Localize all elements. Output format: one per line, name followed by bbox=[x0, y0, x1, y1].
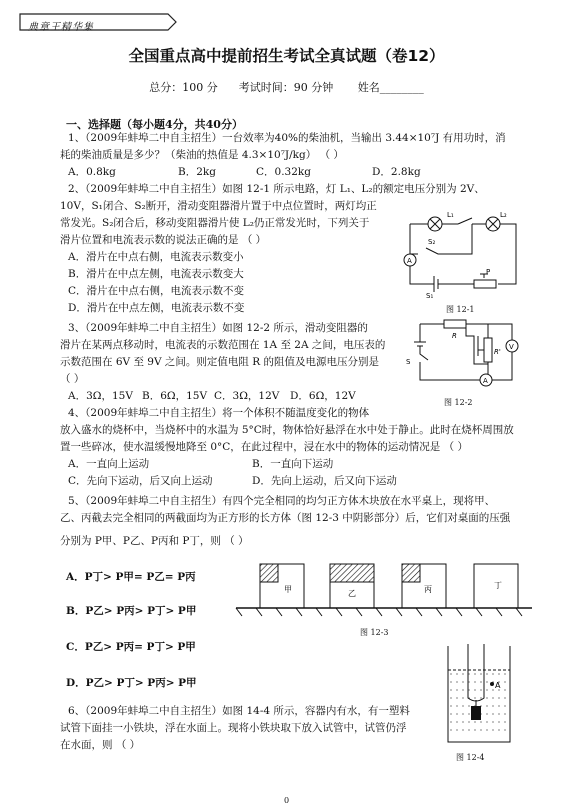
fig1-label-s1: S₁ bbox=[426, 292, 434, 300]
figure-12-4-caption: 图 12-4 bbox=[456, 753, 485, 762]
fig2-label-s: S bbox=[406, 358, 411, 366]
fig1-label-l2: L₂ bbox=[500, 211, 507, 219]
name-blank[interactable]: ________ bbox=[379, 81, 424, 94]
q3-option-d[interactable]: D．6Ω，12V bbox=[290, 390, 356, 402]
q3-line-4: （ ） bbox=[60, 373, 85, 385]
q5-option-d[interactable]: D．P乙> P丁> P丙> P甲 bbox=[66, 677, 197, 689]
fig2-label-r: R bbox=[452, 332, 457, 340]
q1-option-a[interactable]: A．0.8kg bbox=[68, 166, 116, 178]
q4-line-2: 放入盛水的烧杯中，当烧杯中的水温为 5°C时，物体恰好悬浮在水中处于静止。此时在烧杯周围放 bbox=[60, 424, 514, 436]
q2-option-c[interactable]: C．滑片在中点右侧，电流表示数不变 bbox=[68, 285, 245, 297]
q5-line-2: 乙、丙截去完全相同的两截面均为正方形的长方体（图 12-3 中阴影部分）后，它们对桌面的压强 bbox=[60, 512, 511, 524]
figure-12-1-circuit bbox=[398, 208, 526, 300]
q2-line-4: 滑片位置和电流表示数的说法正确的是 （ ） bbox=[60, 234, 267, 246]
figure-12-3-blocks bbox=[234, 552, 534, 620]
q2-option-d[interactable]: D．滑片在中点左侧，电流表示数不变 bbox=[68, 302, 245, 314]
q2-line-1: 2、（2009年蚌埠二中自主招生）如图 12-1 所示电路，灯 L₁、L₂的额定电压分别为 2V、 bbox=[68, 183, 485, 195]
fig1-label-l1: L₁ bbox=[447, 211, 454, 219]
header-banner-text: 典章王精华集 bbox=[28, 22, 94, 33]
q6-line-2: 试管下面挂一小铁块，浮在水面上。现将小铁块取下放入试管中，试管仍浮 bbox=[60, 722, 407, 734]
q5-option-b[interactable]: B．P乙> P丙> P丁> P甲 bbox=[66, 605, 197, 617]
q2-line-3: 常发光。S₂闭合后，移动变阻器滑片使 L₂仍正常发光时，下列关于 bbox=[60, 217, 370, 229]
q3-line-2: 滑片在某两点移动时，电流表的示数范围在 1A 至 2A 之间，电压表的 bbox=[60, 339, 386, 351]
fig2-label-v: V bbox=[509, 343, 514, 351]
q1-option-c[interactable]: C．0.32kg bbox=[256, 166, 311, 178]
q5-option-c[interactable]: C．P乙> P丙= P丁> P甲 bbox=[66, 641, 196, 653]
q1-option-d[interactable]: D．2.8kg bbox=[372, 166, 421, 178]
exam-info bbox=[0, 79, 573, 95]
page-title: 全国重点高中提前招生考试全真试题（卷12） bbox=[128, 47, 445, 65]
fig1-label-a: A bbox=[407, 257, 412, 265]
q3-line-1: 3、（2009年蚌埠二中自主招生）如图 12-2 所示，滑动变阻器的 bbox=[68, 322, 368, 334]
q1-line-1: 1、（2009年蚌埠二中自主招生）一台效率为40%的柴油机，当输出 3.44×10⁷J 有用功时，消 bbox=[68, 132, 506, 144]
q3-line-3: 示数范围在 6V 至 9V 之间。则定值电阻 R 的阻值及电源电压分别是 bbox=[60, 356, 379, 368]
fig3-label-jia: 甲 bbox=[284, 585, 292, 594]
figure-12-2-caption: 图 12-2 bbox=[444, 398, 473, 407]
q2-line-2: 10V，S₁闭合、S₂断开，滑动变阻器滑片置于中点位置时，两灯均正 bbox=[60, 200, 377, 212]
figure-12-4-container bbox=[444, 642, 514, 748]
q4-option-a[interactable]: A．一直向上运动 bbox=[68, 458, 150, 470]
q4-option-d[interactable]: D．先向上运动，后又向下运动 bbox=[252, 475, 397, 487]
q5-option-a[interactable]: A．P丁> P甲= P乙= P丙 bbox=[66, 571, 196, 583]
fig3-label-yi: 乙 bbox=[348, 589, 356, 598]
q2-option-a[interactable]: A．滑片在中点右侧，电流表示数变小 bbox=[68, 251, 244, 263]
fig1-label-p: P bbox=[486, 268, 491, 276]
q3-option-a[interactable]: A．3Ω，15V bbox=[68, 390, 133, 402]
fig2-label-rp: R' bbox=[494, 348, 501, 356]
q2-option-b[interactable]: B．滑片在中点左侧，电流表示数变大 bbox=[68, 268, 244, 280]
figure-12-3-caption: 图 12-3 bbox=[360, 628, 389, 637]
iron-block bbox=[471, 706, 481, 720]
fig2-label-a: A bbox=[483, 377, 488, 385]
figure-12-1-caption: 图 12-1 bbox=[446, 305, 475, 314]
q3-option-b[interactable]: B．6Ω，15V bbox=[142, 390, 208, 402]
figure-12-2-circuit bbox=[400, 316, 526, 394]
fig3-label-bing: 丙 bbox=[424, 585, 432, 594]
q3-option-c[interactable]: C．3Ω，12V bbox=[214, 390, 280, 402]
fig4-label-a: A bbox=[495, 681, 501, 690]
exam-time: 考试时间：90 分钟 bbox=[238, 81, 334, 94]
q4-option-b[interactable]: B．一直向下运动 bbox=[252, 458, 334, 470]
q4-option-c[interactable]: C．先向下运动，后又向上运动 bbox=[68, 475, 213, 487]
q1-line-2: 耗的柴油质量是多少？（柴油的热值是 4.3×10⁷J/kg） （ ） bbox=[60, 149, 344, 161]
q4-line-3: 置一些碎冰，使水温缓慢地降至 0°C，在此过程中，浸在水中的物体的运动情况是 （ ） bbox=[60, 441, 468, 453]
name-label: 姓名 bbox=[357, 81, 380, 94]
q6-line-3: 在水面，则 （ ） bbox=[60, 739, 141, 751]
q1-option-b[interactable]: B．2kg bbox=[178, 166, 216, 178]
fig1-label-s2: S₂ bbox=[428, 238, 436, 246]
q5-line-1: 5、（2009年蚌埠二中自主招生）有四个完全相同的均匀正方体木块放在水平桌上，现将甲、 bbox=[68, 495, 496, 507]
q5-line-3: 分别为 P甲、P乙、P丙和 P丁，则 （ ） bbox=[60, 535, 249, 547]
q6-line-1: 6、（2009年蚌埠二中自主招生）如图 14-4 所示，容器内有水，有一塑料 bbox=[68, 705, 410, 717]
fig3-label-ding: 丁 bbox=[494, 581, 502, 590]
page-number: 0 bbox=[283, 796, 290, 805]
section-heading: 一、选择题（每小题4分，共40分） bbox=[66, 118, 243, 131]
q4-line-1: 4、（2009年蚌埠二中自主招生）将一个体积不随温度变化的物体 bbox=[68, 407, 370, 419]
total-score: 总分：100 分 bbox=[149, 81, 218, 94]
